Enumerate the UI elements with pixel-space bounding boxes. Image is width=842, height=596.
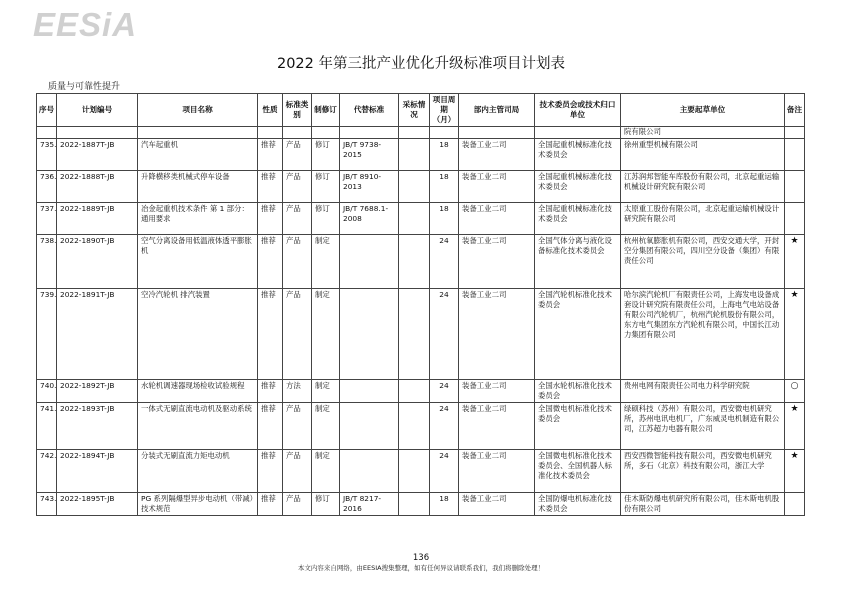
table-cell-department: 装备工业二司 — [459, 289, 535, 380]
table-row — [37, 450, 805, 493]
table-cell-replaced-std — [340, 450, 399, 493]
table-row — [37, 235, 805, 289]
table-cell-category: 产品 — [283, 203, 312, 235]
table-cell-adoption — [399, 380, 430, 403]
table-cell-drafters: 杭州杭氧膨胀机有限公司，西安交通大学，开封空分集团有限公司，四川空分设备（集团）有限责任公司 — [621, 235, 785, 289]
table-row — [37, 139, 805, 171]
table-cell-project-name: 水轮机调速器现场检收试验规程 — [138, 380, 258, 403]
table-cell-nature: 推荐 — [258, 139, 283, 171]
table-cell-nature: 推荐 — [258, 403, 283, 450]
table-cell — [785, 127, 805, 139]
col-header-committee: 技术委员会或技术归口单位 — [535, 94, 621, 127]
table-cell-seq: 743. — [37, 493, 57, 516]
col-header-revision: 制修订 — [312, 94, 340, 127]
table-cell-cycle: 18 — [430, 493, 459, 516]
table-row — [37, 403, 805, 450]
table-cell-drafters: 贵州电网有限责任公司电力科学研究院 — [621, 380, 785, 403]
table-cell-replaced-std — [340, 289, 399, 380]
table-cell-drafters: 徐州重型机械有限公司 — [621, 139, 785, 171]
table-cell-adoption — [399, 203, 430, 235]
table-cell-revision: 制定 — [312, 235, 340, 289]
table-cell-adoption — [399, 289, 430, 380]
table-cell-nature: 推荐 — [258, 450, 283, 493]
table-cell-replaced-std — [340, 380, 399, 403]
table-cell-revision: 修订 — [312, 171, 340, 203]
col-header-remarks: 备注 — [785, 94, 805, 127]
table-cell-category: 产品 — [283, 450, 312, 493]
table-cell-committee: 全国起重机械标准化技术委员会 — [535, 203, 621, 235]
table-cell-nature: 推荐 — [258, 289, 283, 380]
table-cell — [399, 127, 430, 139]
table-cell-project-name: 一体式无刷直流电动机及驱动系统 — [138, 403, 258, 450]
table-cell — [340, 127, 399, 139]
section-label: 质量与可靠性提升 — [48, 82, 121, 92]
table-cell-category: 产品 — [283, 139, 312, 171]
table-cell-drafters: 江苏润邦智能车库股份有限公司，北京起重运输机械设计研究院有限公司 — [621, 171, 785, 203]
document-title: 2022 年第三批产业优化升级标准项目计划表 — [276, 56, 565, 72]
eesia-watermark-logo: EESiA — [33, 6, 138, 43]
table-cell-plan-no: 2022-1895T-JB — [57, 493, 138, 516]
table-cell-remarks: ○ — [785, 380, 805, 403]
table-cell-committee: 全国水轮机标准化技术委员会 — [535, 380, 621, 403]
table-cell-drafters: 哈尔滨汽轮机厂有限责任公司，上海发电设备成套设计研究院有限责任公司，上海电气电站设备有限公司汽轮机厂，杭州汽轮机股份有限公司，东方电气集团东方汽轮机有限公司，中国长江动力集团有限公司 — [621, 289, 785, 380]
table-cell-plan-no: 2022-1893T-JB — [57, 403, 138, 450]
table-cell-category: 产品 — [283, 289, 312, 380]
table-cell-cycle: 24 — [430, 450, 459, 493]
table-cell-revision: 修订 — [312, 139, 340, 171]
table-cell-plan-no: 2022-1890T-JB — [57, 235, 138, 289]
table-header-row — [37, 94, 805, 127]
table-cell-adoption — [399, 171, 430, 203]
table-cell — [57, 127, 138, 139]
table-cell-drafters: 太原重工股份有限公司，北京起重运输机械设计研究院有限公司 — [621, 203, 785, 235]
table-cell-replaced-std: JB/T 9738-2015 — [340, 139, 399, 171]
table-cell-committee: 全国防爆电机标准化技术委员会 — [535, 493, 621, 516]
col-header-department: 部内主管司局 — [459, 94, 535, 127]
table-cell-seq: 741. — [37, 403, 57, 450]
table-cell-project-name: 分装式无刷直流力矩电动机 — [138, 450, 258, 493]
table-cell-adoption — [399, 403, 430, 450]
table-cell-replaced-std — [340, 235, 399, 289]
table-cell — [459, 127, 535, 139]
col-header-drafters: 主要起草单位 — [621, 94, 785, 127]
table-cell-project-name: 冶金起重机技术条件 第 1 部分：通用要求 — [138, 203, 258, 235]
table-cell-project-name: 空气分离设备用低温液体透平膨胀机 — [138, 235, 258, 289]
table-cell-department: 装备工业二司 — [459, 493, 535, 516]
table-cell-seq: 737. — [37, 203, 57, 235]
table-cell-seq: 735. — [37, 139, 57, 171]
table-row-continued — [37, 127, 805, 139]
table-cell-remarks: ★ — [785, 235, 805, 289]
table-cell — [37, 127, 57, 139]
table-cell-revision: 制定 — [312, 450, 340, 493]
table-cell-department: 装备工业二司 — [459, 403, 535, 450]
table-cell — [535, 127, 621, 139]
table-cell-replaced-std: JB/T 8217-2016 — [340, 493, 399, 516]
table-cell-nature: 推荐 — [258, 171, 283, 203]
col-header-project-name: 项目名称 — [138, 94, 258, 127]
table-row — [37, 493, 805, 516]
table-cell-drafters: 院有限公司 — [621, 127, 785, 139]
table-cell — [283, 127, 312, 139]
table-cell-committee: 全国气体分离与液化设备标准化技术委员会 — [535, 235, 621, 289]
table-cell-revision: 修订 — [312, 203, 340, 235]
table-cell-remarks: ★ — [785, 450, 805, 493]
table-cell-plan-no: 2022-1889T-JB — [57, 203, 138, 235]
table-cell-category: 产品 — [283, 235, 312, 289]
table-cell-committee: 全国微电机标准化技术委员会 — [535, 403, 621, 450]
table-cell-committee: 全国微电机标准化技术委员会、全国机器人标准化技术委员会 — [535, 450, 621, 493]
table-cell — [430, 127, 459, 139]
table-cell-plan-no: 2022-1892T-JB — [57, 380, 138, 403]
table-cell-adoption — [399, 139, 430, 171]
table-cell-drafters: 西安西微智能科技有限公司，西安微电机研究所，多石（北京）科技有限公司，浙江大学 — [621, 450, 785, 493]
table-cell-project-name: PG 系列隔爆型异步电动机（带减）技术规范 — [138, 493, 258, 516]
table-row — [37, 380, 805, 403]
table-cell-adoption — [399, 450, 430, 493]
table-cell-cycle: 18 — [430, 203, 459, 235]
standards-plan-table — [36, 93, 805, 516]
table-row — [37, 203, 805, 235]
table-cell-department: 装备工业二司 — [459, 380, 535, 403]
table-cell-replaced-std — [340, 403, 399, 450]
table-cell-department: 装备工业二司 — [459, 450, 535, 493]
col-header-plan-no: 计划编号 — [57, 94, 138, 127]
table-cell-category: 产品 — [283, 403, 312, 450]
table-cell-revision: 制定 — [312, 380, 340, 403]
table-cell-project-name: 空冷汽轮机 排汽装置 — [138, 289, 258, 380]
table-cell-revision: 制定 — [312, 403, 340, 450]
table-cell-nature: 推荐 — [258, 493, 283, 516]
table-cell-revision: 修订 — [312, 493, 340, 516]
table-cell-remarks — [785, 171, 805, 203]
table-cell-category: 方法 — [283, 380, 312, 403]
table-cell-category: 产品 — [283, 171, 312, 203]
table-cell-committee: 全国汽轮机标准化技术委员会 — [535, 289, 621, 380]
col-header-category: 标准类别 — [283, 94, 312, 127]
table-cell-cycle: 18 — [430, 139, 459, 171]
table-cell-drafters: 佳木斯防爆电机研究所有限公司，佳木斯电机股份有限公司 — [621, 493, 785, 516]
table-cell-remarks: ★ — [785, 289, 805, 380]
table-cell-seq: 740. — [37, 380, 57, 403]
table-cell-department: 装备工业二司 — [459, 235, 535, 289]
table-cell-cycle: 24 — [430, 380, 459, 403]
table-cell-committee: 全国起重机械标准化技术委员会 — [535, 171, 621, 203]
table-cell — [138, 127, 258, 139]
table-cell-remarks — [785, 203, 805, 235]
table-cell-nature: 推荐 — [258, 203, 283, 235]
table-cell-nature: 推荐 — [258, 235, 283, 289]
table-cell-plan-no: 2022-1891T-JB — [57, 289, 138, 380]
table-cell — [312, 127, 340, 139]
table-cell-seq: 742. — [37, 450, 57, 493]
table-cell-category: 产品 — [283, 493, 312, 516]
table-cell-seq: 739. — [37, 289, 57, 380]
table-cell-plan-no: 2022-1888T-JB — [57, 171, 138, 203]
table-cell-remarks — [785, 139, 805, 171]
col-header-cycle: 项目周期（月） — [430, 94, 459, 127]
table-body — [37, 139, 805, 516]
col-header-seq: 序号 — [37, 94, 57, 127]
table-cell-adoption — [399, 235, 430, 289]
table-cell-cycle: 18 — [430, 171, 459, 203]
table-row — [37, 171, 805, 203]
table-cell-cycle: 24 — [430, 289, 459, 380]
table-cell-seq: 738. — [37, 235, 57, 289]
table-row — [37, 289, 805, 380]
table-cell-replaced-std: JB/T 8910-2013 — [340, 171, 399, 203]
table-cell-project-name: 升降横移类机械式停车设备 — [138, 171, 258, 203]
table-cell-plan-no: 2022-1887T-JB — [57, 139, 138, 171]
table-cell-plan-no: 2022-1894T-JB — [57, 450, 138, 493]
table-cell-committee: 全国起重机械标准化技术委员会 — [535, 139, 621, 171]
col-header-replaced-std: 代替标准 — [340, 94, 399, 127]
table-cell-cycle: 24 — [430, 235, 459, 289]
table-cell-remarks: ★ — [785, 403, 805, 450]
table-cell-replaced-std: JB/T 7688.1-2008 — [340, 203, 399, 235]
table-cell-remarks — [785, 493, 805, 516]
table-cell — [258, 127, 283, 139]
table-cell-nature: 推荐 — [258, 380, 283, 403]
table-cell-seq: 736. — [37, 171, 57, 203]
page-number: 136 — [412, 553, 430, 563]
col-header-nature: 性质 — [258, 94, 283, 127]
col-header-adoption: 采标情况 — [399, 94, 430, 127]
table-cell-cycle: 24 — [430, 403, 459, 450]
table-cell-drafters: 绿硕科技（苏州）有限公司，西安微电机研究所，苏州电讯电机厂，广东威灵电机制造有限公司，江苏超力电器有限公司 — [621, 403, 785, 450]
table-cell-revision: 制定 — [312, 289, 340, 380]
table-cell-department: 装备工业二司 — [459, 171, 535, 203]
table-cell-department: 装备工业二司 — [459, 139, 535, 171]
table-cell-adoption — [399, 493, 430, 516]
footer-disclaimer: 本文内容来自网络，由EESIA搜集整理，如有任何异议请联系我们，我们将删除处理！ — [297, 564, 545, 572]
table-cell-project-name: 汽车起重机 — [138, 139, 258, 171]
table-cell-department: 装备工业二司 — [459, 203, 535, 235]
